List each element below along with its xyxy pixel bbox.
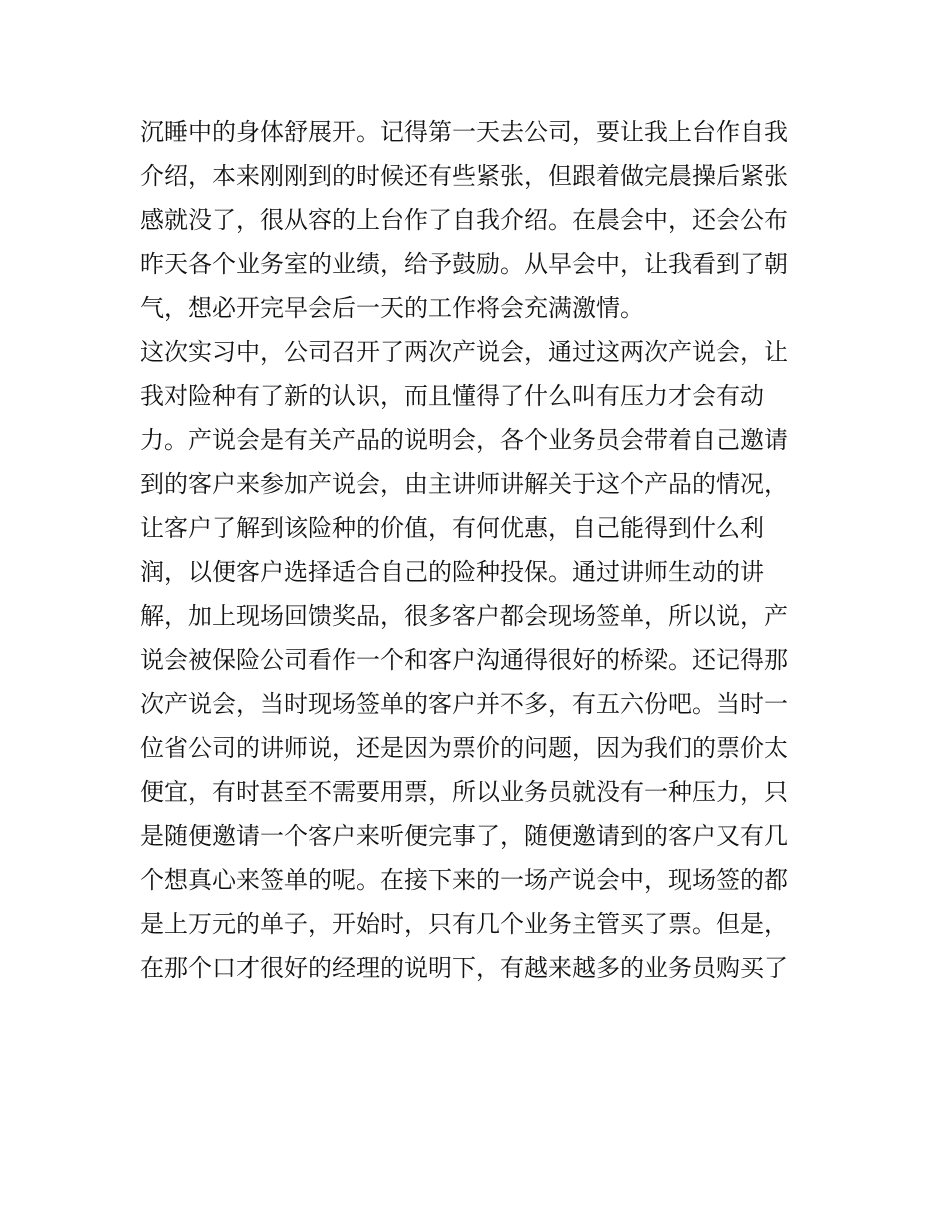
text-line: 次产说会，当时现场签单的客户并不多，有五六份吧。当时一 (140, 690, 788, 718)
text-line: 个想真心来签单的呢。在接下来的一场产说会中，现场签的都 (140, 866, 788, 894)
text-line: 是随便邀请一个客户来听便完事了，随便邀请到的客户又有几 (140, 822, 788, 850)
text-line: 沉睡中的身体舒展开。记得第一天去公司，要让我上台作自我 (140, 118, 788, 146)
text-line: 让客户了解到该险种的价值，有何优惠，自己能得到什么利 (140, 514, 764, 542)
text-line: 气，想必开完早会后一天的工作将会充满激情。 (140, 294, 644, 322)
text-line: 介绍，本来刚刚到的时候还有些紧张，但跟着做完晨操后紧张 (140, 162, 788, 190)
text-line: 我对险种有了新的认识，而且懂得了什么叫有压力才会有动 (140, 382, 764, 410)
text-line: 是上万元的单子，开始时，只有几个业务主管买了票。但是， (140, 910, 788, 938)
text-line: 润，以便客户选择适合自己的险种投保。通过讲师生动的讲 (140, 558, 764, 586)
text-line: 昨天各个业务室的业绩，给予鼓励。从早会中，让我看到了朝 (140, 250, 788, 278)
text-line: 这次实习中，公司召开了两次产说会，通过这两次产说会，让 (140, 338, 788, 366)
text-line: 说会被保险公司看作一个和客户沟通得很好的桥梁。还记得那 (140, 646, 788, 674)
text-line: 位省公司的讲师说，还是因为票价的问题，因为我们的票价太 (140, 734, 788, 762)
body-text (140, 110, 820, 990)
text-line: 在那个口才很好的经理的说明下，有越来越多的业务员购买了 (140, 954, 788, 982)
text-line: 力。产说会是有关产品的说明会，各个业务员会带着自己邀请 (140, 426, 788, 454)
text-line: 解，加上现场回馈奖品，很多客户都会现场签单，所以说，产 (140, 602, 788, 630)
text-line: 感就没了，很从容的上台作了自我介绍。在晨会中，还会公布 (140, 206, 788, 234)
text-line: 到的客户来参加产说会，由主讲师讲解关于这个产品的情况， (140, 470, 788, 498)
text-line: 便宜，有时甚至不需要用票，所以业务员就没有一种压力，只 (140, 778, 788, 806)
